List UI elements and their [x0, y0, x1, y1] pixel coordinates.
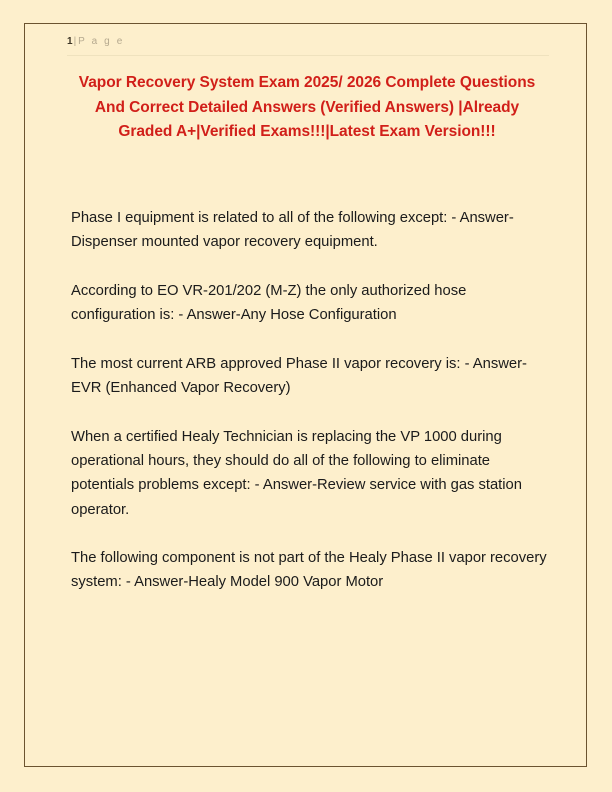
paragraph: When a certified Healy Technician is replacing the VP 1000 during operational hours, they should do all of the following to eliminate potentials problems except: - Answer-Review service with gas station operator. — [71, 428, 522, 518]
page-header — [67, 35, 549, 55]
page-header-label: P a g e — [78, 36, 125, 47]
document-body — [71, 206, 551, 595]
page-number: 1 — [67, 36, 73, 47]
page-header-text — [67, 35, 549, 49]
paragraph: According to EO VR-201/202 (M-Z) the only authorized hose configuration is: - Answer-Any Hose Configuration — [71, 282, 467, 324]
document-page — [24, 23, 587, 767]
page-header-separator: | — [73, 36, 77, 47]
paragraph: The most current ARB approved Phase II vapor recovery is: - Answer-EVR (Enhanced Vapor Recovery) — [71, 355, 527, 397]
paragraph: The following component is not part of the Healy Phase II vapor recovery system: - Answer-Healy Model 900 Vapor Motor — [71, 550, 547, 591]
header-divider — [67, 55, 549, 56]
page-title: Vapor Recovery System Exam 2025/ 2026 Complete Questions And Correct Detailed Answers (Verified Answers) |Already Graded A+|Verified Exams!!!|Latest Exam Version!!! — [78, 74, 536, 140]
paragraph: Phase I equipment is related to all of the following except: - Answer-Dispenser mounted vapor recovery equipment. — [71, 210, 514, 251]
